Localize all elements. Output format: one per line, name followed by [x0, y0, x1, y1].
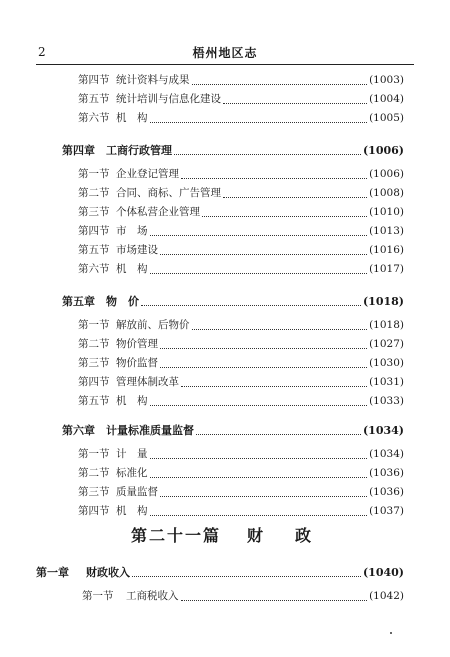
- leader-dots: [150, 404, 368, 406]
- page-ref: (1027): [369, 338, 404, 350]
- leader-dots: [150, 457, 368, 459]
- page-ref: (1013): [369, 225, 404, 237]
- section-number: 第六节: [78, 263, 110, 275]
- section-title: 物价监督: [116, 357, 158, 369]
- page-ref: (1036): [369, 467, 404, 479]
- section-number: 第三节: [78, 486, 110, 498]
- toc-entry: [78, 446, 404, 464]
- toc-entry: [78, 336, 404, 354]
- section-number: 第二节: [78, 338, 110, 350]
- section-number: 第三节: [78, 206, 110, 218]
- section-title: 市 场: [116, 225, 148, 237]
- section-title: 物价管理: [116, 338, 158, 350]
- section-title: 管理体制改革: [116, 376, 179, 388]
- leader-dots: [160, 347, 367, 349]
- leader-dots: [192, 83, 368, 85]
- toc-entry: [78, 204, 404, 222]
- section-number: 第六节: [78, 112, 110, 124]
- page-ref: (1034): [362, 424, 404, 437]
- page-ref: (1030): [369, 357, 404, 369]
- chapter-number: 第一章: [36, 566, 69, 579]
- page-ref: (1033): [369, 395, 404, 407]
- section-number: 第四节: [78, 505, 110, 517]
- leader-dots: [181, 177, 367, 179]
- toc-chapter: [62, 293, 404, 311]
- section-title: 统计培训与信息化建设: [116, 93, 221, 105]
- leader-dots: [150, 272, 368, 274]
- page-ref: (1005): [369, 112, 404, 124]
- toc-entry: [78, 223, 404, 241]
- leader-dots: [150, 121, 368, 123]
- toc-entry: [78, 317, 404, 335]
- section-number: 第四节: [78, 225, 110, 237]
- toc-entry: [78, 393, 404, 411]
- page-ref: (1008): [369, 187, 404, 199]
- section-title: 统计资料与成果: [116, 74, 190, 86]
- section-number: 第三节: [78, 357, 110, 369]
- chapter-title: 工商行政管理: [106, 144, 172, 157]
- section-number: 第五节: [78, 93, 110, 105]
- page-ref: (1016): [369, 244, 404, 256]
- leader-dots: [160, 366, 367, 368]
- section-number: 第五节: [78, 395, 110, 407]
- leader-dots: [223, 102, 367, 104]
- page-ref: (1003): [369, 74, 404, 86]
- leader-dots: [150, 476, 368, 478]
- toc-entry: [78, 110, 404, 128]
- toc-entry: [78, 242, 404, 260]
- section-title: 市场建设: [116, 244, 158, 256]
- part-heading: [0, 523, 450, 546]
- section-title: 标准化: [116, 467, 148, 479]
- toc-entry: [78, 503, 404, 521]
- chapter-title: 物 价: [106, 295, 139, 308]
- section-title: 机 构: [116, 263, 148, 275]
- page-ref: (1034): [369, 448, 404, 460]
- page-ref: (1036): [369, 486, 404, 498]
- leader-dots: [181, 599, 368, 601]
- section-number: 第四节: [78, 376, 110, 388]
- toc-entry: [78, 484, 404, 502]
- section-title: 合同、商标、广告管理: [116, 187, 221, 199]
- toc-entry: [78, 355, 404, 373]
- page-ref: (1017): [369, 263, 404, 275]
- leader-dots: [223, 196, 367, 198]
- section-number: 第四节: [78, 74, 110, 86]
- section-number: 第二节: [78, 187, 110, 199]
- part-number: 第二十一篇: [130, 526, 221, 545]
- section-number: 第五节: [78, 244, 110, 256]
- section-number: 第二节: [78, 467, 110, 479]
- chapter-number: 第六章: [62, 424, 95, 437]
- toc-entry: [78, 465, 404, 483]
- chapter-number: 第五章: [62, 295, 95, 308]
- book-title: 梧州地区志: [192, 46, 258, 60]
- page-ref: (1006): [369, 168, 404, 180]
- leader-dots: [202, 215, 367, 217]
- page-ref: (1040): [362, 566, 404, 579]
- section-title: 机 构: [116, 112, 148, 124]
- toc-entry: [78, 72, 404, 90]
- section-title: 机 构: [116, 505, 148, 517]
- section-title: 机 构: [116, 395, 148, 407]
- page-ref: (1010): [369, 206, 404, 218]
- toc-entry: [82, 588, 404, 606]
- page-ref: (1031): [369, 376, 404, 388]
- leader-dots: [181, 385, 367, 387]
- chapter-number: 第四章: [62, 144, 95, 157]
- leader-dots: [196, 433, 361, 435]
- toc-entry: [78, 185, 404, 203]
- toc-chapter: [36, 564, 404, 582]
- toc-entry: [78, 261, 404, 279]
- toc-chapter: [62, 422, 404, 440]
- toc-entry: [78, 374, 404, 392]
- chapter-title: 计量标准质量监督: [106, 424, 194, 437]
- toc-entry: [78, 91, 404, 109]
- page-ref: (1037): [369, 505, 404, 517]
- print-speck: [390, 632, 392, 634]
- leader-dots: [160, 253, 367, 255]
- section-number: 第一节: [78, 319, 110, 331]
- section-title: 计 量: [116, 448, 148, 460]
- section-title: 个体私营企业管理: [116, 206, 200, 218]
- page-ref: (1006): [362, 144, 404, 157]
- part-title: 财 政: [247, 526, 320, 545]
- section-number: 第一节: [82, 590, 114, 602]
- leader-dots: [141, 304, 361, 306]
- page-ref: (1042): [369, 590, 404, 602]
- section-number: 第一节: [78, 448, 110, 460]
- leader-dots: [192, 328, 368, 330]
- page-ref: (1004): [369, 93, 404, 105]
- section-title: 解放前、后物价: [116, 319, 190, 331]
- page-ref: (1018): [369, 319, 404, 331]
- page-ref: (1018): [362, 295, 404, 308]
- toc-chapter: [62, 142, 404, 160]
- leader-dots: [160, 495, 367, 497]
- toc-entry: [78, 166, 404, 184]
- leader-dots: [150, 234, 368, 236]
- section-title: 企业登记管理: [116, 168, 179, 180]
- leader-dots: [150, 514, 368, 516]
- section-number: 第一节: [78, 168, 110, 180]
- running-header: [36, 44, 414, 65]
- section-title: 质量监督: [116, 486, 158, 498]
- chapter-title: 财政收入: [86, 566, 130, 579]
- section-title: 工商税收入: [126, 590, 179, 602]
- leader-dots: [132, 575, 361, 577]
- page-number: 2: [38, 45, 46, 59]
- leader-dots: [174, 153, 361, 155]
